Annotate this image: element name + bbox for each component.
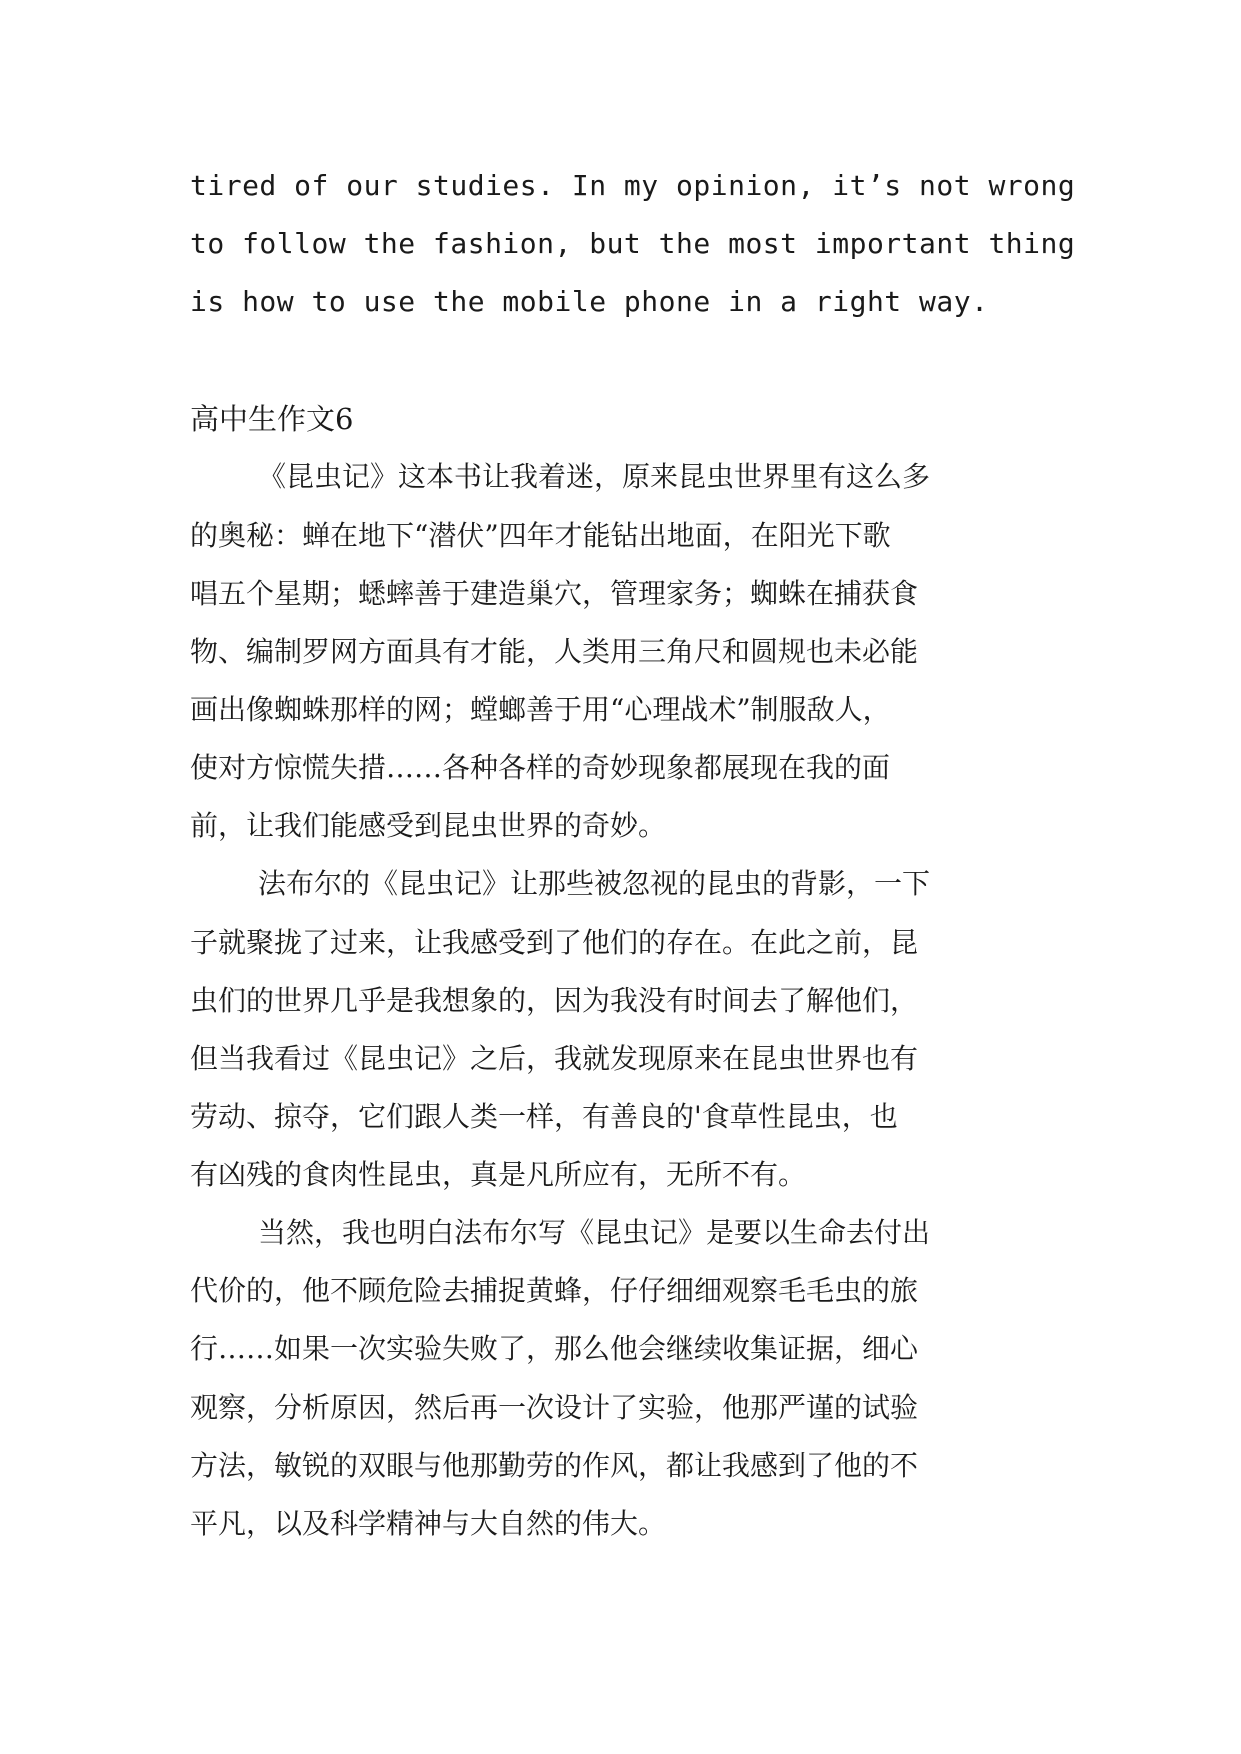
paragraph-1-line-1: 《昆虫记》这本书让我着迷，原来昆虫世界里有这么多	[258, 460, 931, 493]
paragraph-2-line-4: 但当我看过《昆虫记》之后，我就发现原来在昆虫世界也有	[190, 1042, 919, 1075]
paragraph-3-line-5: 方法，敏锐的双眼与他那勤劳的作风，都让我感到了他的不	[190, 1449, 919, 1482]
paragraph-3-line-1: 当然，我也明白法布尔写《昆虫记》是要以生命去付出	[258, 1216, 931, 1249]
paragraph-1-line-6: 使对方惊慌失措……各种各样的奇妙现象都展现在我的面	[190, 751, 891, 784]
paragraph-3-line-4: 观察，分析原因，然后再一次设计了实验，他那严谨的试验	[190, 1391, 919, 1424]
paragraph-2-line-3: 虫们的世界几乎是我想象的，因为我没有时间去了解他们，	[190, 984, 919, 1017]
paragraph-3-line-6: 平凡，以及科学精神与大自然的伟大。	[190, 1507, 667, 1540]
paragraph-1-line-7: 前，让我们能感受到昆虫世界的奇妙。	[190, 809, 667, 842]
paragraph-1-line-2: 的奥秘：蝉在地下“潜伏”四年才能钻出地面，在阳光下歌	[190, 519, 891, 552]
english-line-1: tired of our studies. In my opinion, it’s not wrong	[190, 169, 1076, 202]
paragraph-3-line-3: 行……如果一次实验失败了，那么他会继续收集证据，细心	[190, 1332, 919, 1365]
english-line-3: is how to use the mobile phone in a right way.	[190, 285, 989, 318]
paragraph-1-line-3: 唱五个星期；蟋蟀善于建造巢穴，管理家务；蜘蛛在捕获食	[190, 577, 919, 610]
paragraph-2-line-1: 法布尔的《昆虫记》让那些被忽视的昆虫的背影，一下	[258, 867, 931, 900]
section-title: 高中生作文6	[190, 402, 354, 436]
paragraph-1-line-4: 物、编制罗网方面具有才能，人类用三角尺和圆规也未必能	[190, 635, 919, 668]
paragraph-2-line-5: 劳动、掠夺，它们跟人类一样，有善良的'食草性昆虫，也	[190, 1100, 898, 1133]
paragraph-2-line-6: 有凶残的食肉性昆虫，真是凡所应有，无所不有。	[190, 1158, 807, 1191]
paragraph-3-line-2: 代价的，他不顾危险去捕捉黄蜂，仔仔细细观察毛毛虫的旅	[190, 1274, 919, 1307]
english-line-2: to follow the fashion, but the most important thing	[190, 227, 1076, 260]
paragraph-2-line-2: 子就聚拢了过来，让我感受到了他们的存在。在此之前，昆	[190, 926, 919, 959]
paragraph-1-line-5: 画出像蜘蛛那样的网；螳螂善于用“心理战术”制服敌人，	[190, 693, 891, 726]
